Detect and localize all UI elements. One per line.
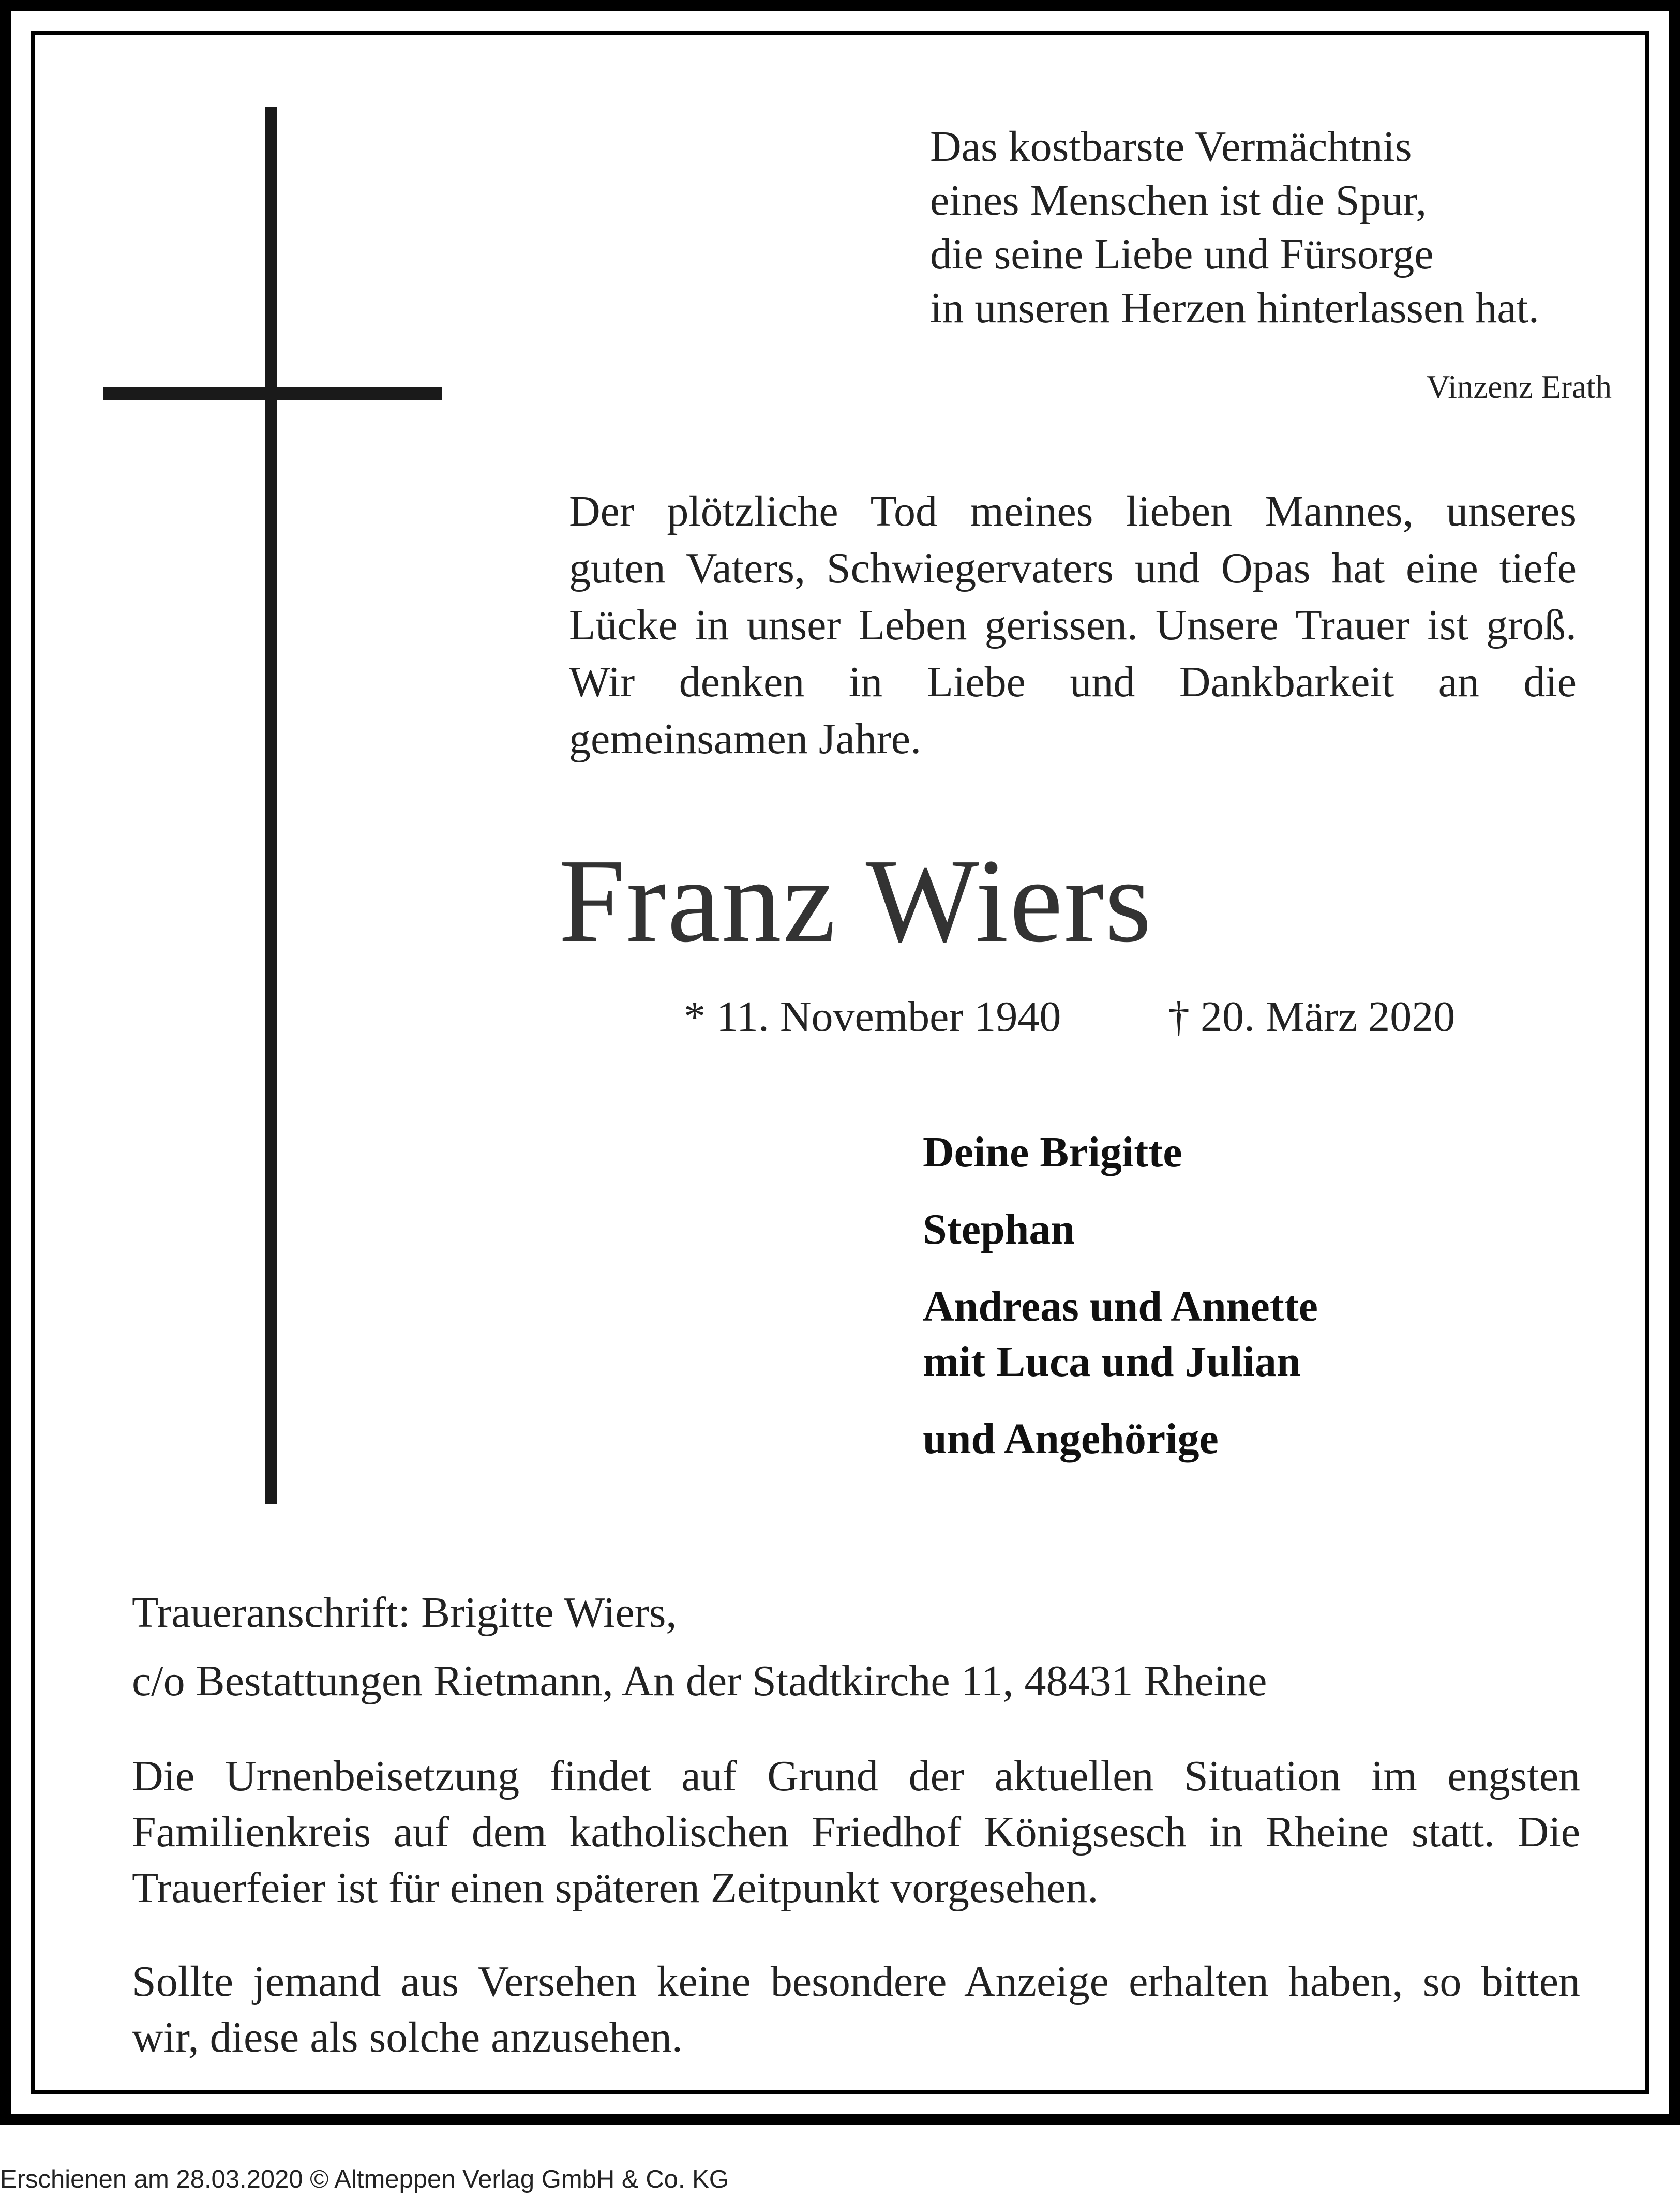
- message-line: guten Vaters, Schwiegervaters und Opas hat eine tiefe: [569, 544, 1577, 592]
- message-line: Der plötzliche Tod meines lieben Mannes, unseres: [569, 487, 1577, 535]
- address-line: c/o Bestattungen Rietmann, An der Stadtkirche 11, 48431 Rheine: [132, 1657, 1267, 1705]
- deceased-name: Franz Wiers: [558, 834, 1153, 967]
- notice-line: Familienkreis auf dem katholischen Friedhof Königsesch in Rheine statt. Die: [132, 1808, 1580, 1856]
- family-member: und Angehörige: [923, 1415, 1219, 1463]
- notification-notice: [132, 1954, 1580, 2066]
- poem-line: die seine Liebe und Fürsorge: [930, 230, 1434, 278]
- family-member: Andreas und Annette: [923, 1282, 1318, 1330]
- message-line: Wir denken in Liebe und Dankbarkeit an die: [569, 658, 1577, 706]
- family-group: [923, 1279, 1318, 1389]
- family-group: [923, 1411, 1318, 1467]
- family-member: Stephan: [923, 1205, 1075, 1253]
- poem-line: eines Menschen ist die Spur,: [930, 176, 1427, 225]
- condolence-message: [569, 483, 1577, 768]
- publication-footer: Erschienen am 28.03.2020 © Altmeppen Verlag GmbH & Co. KG: [0, 2165, 729, 2193]
- burial-notice: [132, 1748, 1580, 1916]
- notice-line: Trauerfeier ist für einen späteren Zeitpunkt vorgesehen.: [132, 1864, 1099, 1912]
- family-group: [923, 1202, 1318, 1257]
- address-line: Traueranschrift: Brigitte Wiers,: [132, 1589, 677, 1637]
- poem-author: Vinzenz Erath: [1426, 369, 1612, 405]
- poem-quote: [930, 120, 1633, 335]
- family-member: Deine Brigitte: [923, 1128, 1182, 1176]
- notice-line: Sollte jemand aus Versehen keine besondere Anzeige erhalten haben, so bitten: [132, 1957, 1580, 2006]
- mourning-address: [132, 1579, 1267, 1715]
- poem-line: Das kostbarste Vermächtnis: [930, 123, 1412, 171]
- cross-icon-horizontal-bar: [103, 387, 442, 400]
- poem-line: in unseren Herzen hinterlassen hat.: [930, 284, 1539, 332]
- birth-date: * 11. November 1940: [684, 993, 1061, 1041]
- message-line: gemeinsamen Jahre.: [569, 715, 922, 763]
- death-date: † 20. März 2020: [1168, 993, 1456, 1041]
- family-group: [923, 1125, 1318, 1180]
- cross-icon-vertical-bar: [265, 107, 277, 1504]
- message-line: Lücke in unser Leben gerissen. Unsere Trauer ist groß.: [569, 601, 1577, 649]
- family-member: mit Luca und Julian: [923, 1338, 1301, 1386]
- notice-line: Die Urnenbeisetzung findet auf Grund der aktuellen Situation im engsten: [132, 1752, 1580, 1800]
- family-signatures: [923, 1125, 1318, 1488]
- notice-line: wir, diese als solche anzusehen.: [132, 2013, 683, 2061]
